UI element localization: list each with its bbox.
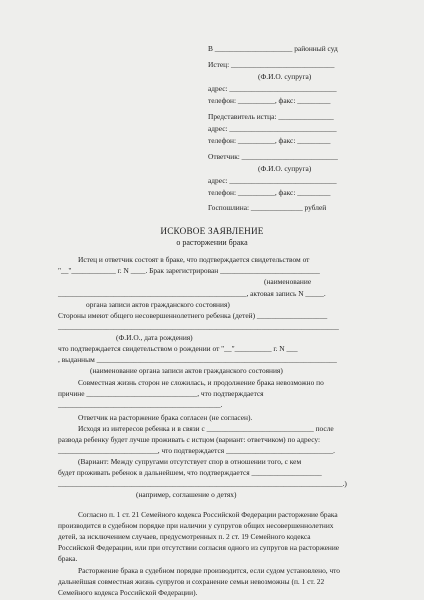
body-line-18: ___________________________, что подтверждается _____________________________. <box>58 446 335 455</box>
body-line-22: (например, соглашение о детях) <box>136 490 237 499</box>
document-title: ИСКОВОЕ ЗАЯВЛЕНИЕ <box>160 226 264 236</box>
body-line-19: (Вариант: Между супругами отсутствует спор в отношении того, с кем <box>78 457 302 466</box>
body-line-24: производится в судебном порядке при наличии у супругов общих несовершеннолетних <box>58 521 334 530</box>
body-line-7: ____________________________________________________________________________ <box>58 322 339 331</box>
body-line-11: (наименование органа записи актов гражданского состояния) <box>90 366 283 375</box>
body-line-21: _____________________________________________________________________________.) <box>58 479 347 488</box>
state-fee-line: Госпошлина: ______________ рублей <box>208 203 327 212</box>
body-line-10: , выданным _________________________________________________________________ <box>58 355 337 364</box>
body-line-4: ___________________________________________________, актовая запись N _____. <box>58 289 326 298</box>
court-line: В _____________________ районный суд <box>208 44 338 53</box>
body-line-20: будет проживать ребенок в дальнейшем, что подтверждается ___________________ <box>58 468 322 477</box>
body-line-25: детей, за исключением случаев, предусмотренных п. 2 ст. 19 Семейного кодекса <box>58 532 311 541</box>
body-line-17: развода ребенку будет лучше проживать с истцом (вариант: ответчиком) по адресу: <box>58 435 321 444</box>
body-line-26: Российской Федерации, или при отсутствии согласия одного из супругов на расторжение <box>58 543 340 552</box>
defendant-address-line: адрес: _____________________________ <box>208 176 337 185</box>
body-line-2: "__"____________ г. N ____. Брак зарегистрирован ___________________________ <box>58 266 320 275</box>
representative-address-line: адрес: _____________________________ <box>208 124 337 133</box>
plaintiff-line: Истец: ____________________________ <box>208 60 335 69</box>
body-line-27: брака. <box>58 554 78 563</box>
plaintiff-name-hint: (Ф.И.О. супруга) <box>258 72 312 81</box>
representative-line: Представитель истца: _______________ <box>208 112 334 121</box>
defendant-name-hint: (Ф.И.О. супруга) <box>258 164 312 173</box>
body-line-12: Совместная жизнь сторон не сложилась, и продолжение брака невозможно по <box>78 378 324 387</box>
body-line-1: Истец и ответчик состоят в браке, что подтверждается свидетельством от <box>78 255 310 264</box>
plaintiff-address-line: адрес: _____________________________ <box>208 84 337 93</box>
body-line-16: Исходя из интересов ребенка и в связи с _____________________________ после <box>78 424 334 433</box>
body-line-23: Согласно п. 1 ст. 21 Семейного кодекса Российской Федерации расторжение брака <box>78 510 338 519</box>
representative-phone-line: телефон: __________, факс: _________ <box>208 136 331 145</box>
plaintiff-phone-line: телефон: __________, факс: _________ <box>208 96 331 105</box>
body-line-14: ____________________________________________. <box>58 400 223 409</box>
defendant-line: Ответчик: __________________________ <box>208 152 338 161</box>
body-line-9: что подтверждается свидетельством о рождении от "__"__________ г. N ___ <box>58 344 298 353</box>
body-line-3: (наименование <box>264 277 312 286</box>
body-line-6: Стороны имеют общего несовершеннолетнего ребенка (детей) ___________________ <box>58 311 328 320</box>
defendant-phone-line: телефон: __________, факс: _________ <box>208 188 331 197</box>
body-line-13: причине ______________________________, что подтверждается <box>58 389 264 398</box>
body-line-30: Семейного кодекса Российской Федерации). <box>58 588 198 597</box>
body-line-15: Ответчик на расторжение брака согласен (не согласен). <box>78 413 253 422</box>
body-line-29: дальнейшая совместная жизнь супругов и сохранение семьи невозможны (п. 1 ст. 22 <box>58 577 325 586</box>
body-line-8: (Ф.И.О., дата рождения) <box>116 333 193 342</box>
body-line-5: органа записи актов гражданского состояния) <box>86 300 230 309</box>
body-line-28: Расторжение брака в судебном порядке производится, если судом установлено, что <box>78 566 341 575</box>
document-subtitle: о расторжении брака <box>176 238 248 247</box>
